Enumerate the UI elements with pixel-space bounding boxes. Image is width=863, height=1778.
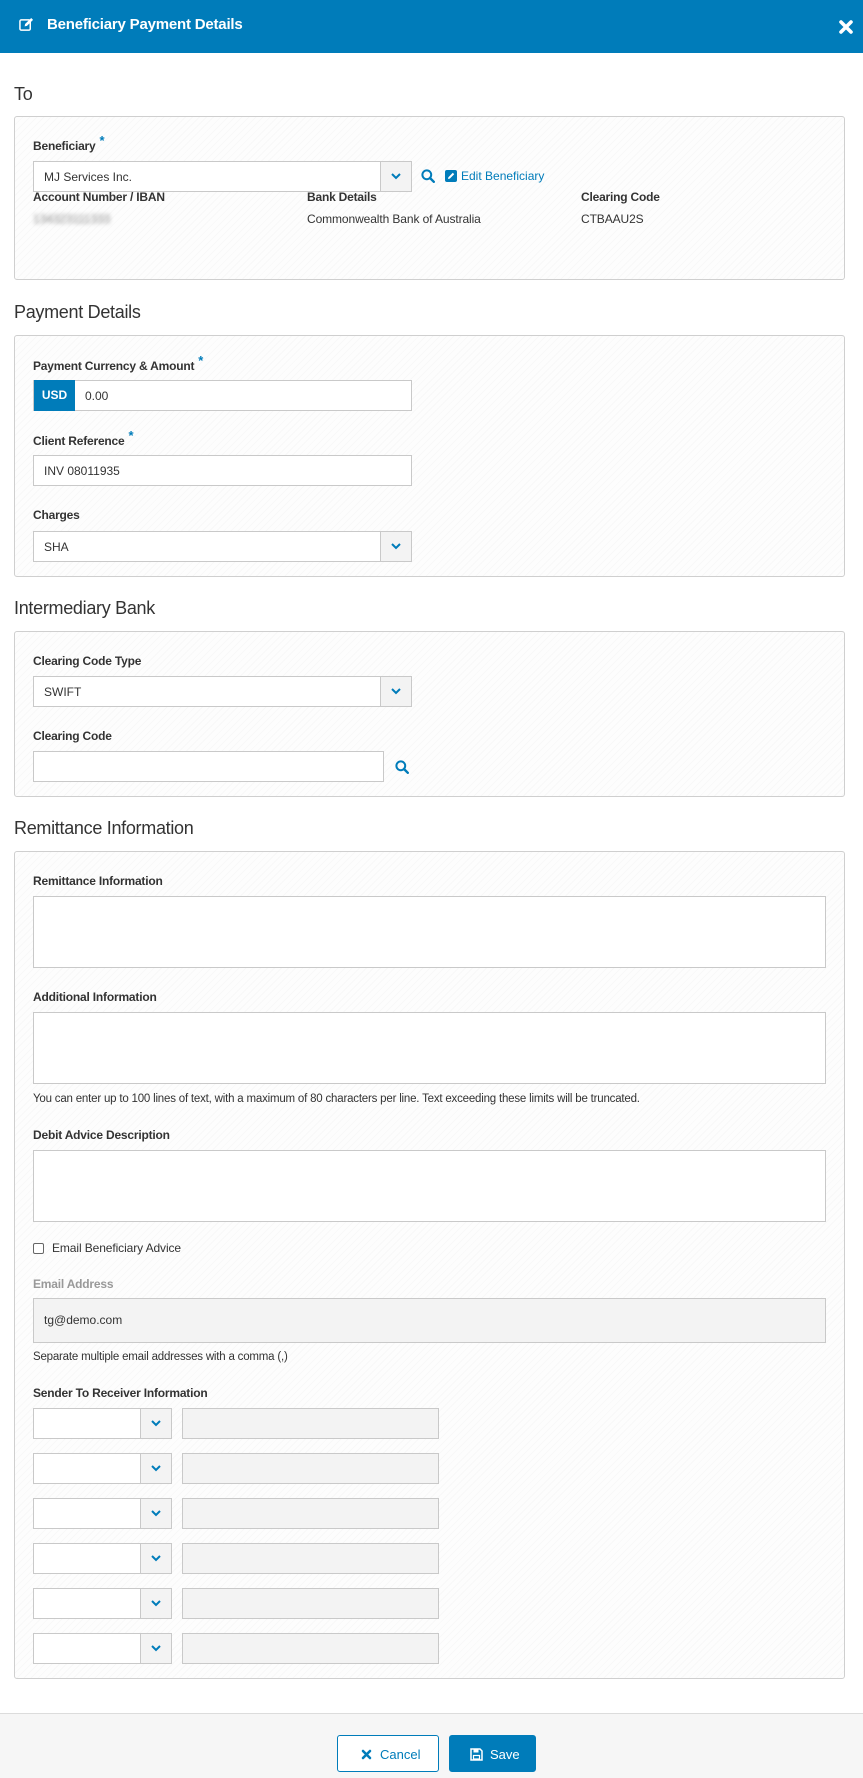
- sender-receiver-code-select[interactable]: [33, 1633, 172, 1664]
- dialog-title: Beneficiary Payment Details: [47, 16, 243, 33]
- cancel-button[interactable]: Cancel: [337, 1735, 439, 1772]
- client-reference-input[interactable]: INV 08011935: [33, 455, 412, 486]
- remittance-panel: [14, 851, 845, 1679]
- chevron-down-icon: [151, 1420, 161, 1427]
- sender-receiver-dropdown-button[interactable]: [140, 1454, 171, 1483]
- sender-receiver-code-select[interactable]: [33, 1453, 172, 1484]
- edit-square-icon: [445, 170, 457, 182]
- debit-advice-label: Debit Advice Description: [33, 1128, 170, 1142]
- chevron-down-icon: [151, 1645, 161, 1652]
- sender-receiver-code-select[interactable]: [33, 1543, 172, 1574]
- save-button[interactable]: Save: [449, 1735, 536, 1772]
- search-icon[interactable]: [395, 760, 409, 774]
- chevron-down-icon: [391, 688, 401, 695]
- section-title-to: To: [14, 84, 33, 104]
- sender-receiver-text-input[interactable]: [182, 1543, 439, 1574]
- amount-input[interactable]: [33, 380, 412, 411]
- section-title-remittance: Remittance Information: [14, 818, 194, 838]
- beneficiary-label: Beneficiary *: [33, 133, 105, 153]
- currency-badge: USD: [34, 380, 75, 411]
- chevron-down-icon: [151, 1555, 161, 1562]
- chevron-down-icon: [391, 173, 401, 180]
- account-label: Account Number / IBAN: [33, 190, 165, 204]
- sender-receiver-text-input[interactable]: [182, 1408, 439, 1439]
- clearing-code-value: CTBAAU2S: [581, 212, 644, 226]
- dialog-footer: [0, 1713, 863, 1778]
- clearing-code-type-value: SWIFT: [44, 685, 82, 699]
- dialog-header: [0, 0, 863, 53]
- charges-value: SHA: [44, 540, 69, 554]
- clearing-code-label: Clearing Code: [581, 190, 660, 204]
- beneficiary-value: MJ Services Inc.: [44, 170, 133, 184]
- close-icon[interactable]: [838, 19, 854, 35]
- section-title-intermediary: Intermediary Bank: [14, 598, 155, 618]
- required-marker: *: [128, 428, 134, 443]
- amount-value: 0.00: [85, 389, 109, 403]
- intermediary-panel: [14, 631, 845, 797]
- bank-details-value: Commonwealth Bank of Australia: [307, 212, 481, 226]
- edit-icon: [19, 17, 34, 32]
- clearing-code-type-select[interactable]: [33, 676, 412, 707]
- email-address-input[interactable]: [33, 1298, 826, 1343]
- remittance-info-textarea[interactable]: [33, 896, 826, 968]
- intermediary-clearing-code-label: Clearing Code: [33, 729, 112, 743]
- sender-receiver-text-input[interactable]: [182, 1498, 439, 1529]
- beneficiary-dropdown-button[interactable]: [380, 162, 411, 191]
- close-icon: [361, 1749, 372, 1760]
- sender-receiver-label: Sender To Receiver Information: [33, 1386, 208, 1400]
- account-value: 134323111333: [33, 212, 111, 226]
- additional-info-label: Additional Information: [33, 990, 157, 1004]
- sender-receiver-code-select[interactable]: [33, 1498, 172, 1529]
- search-icon[interactable]: [421, 169, 435, 183]
- save-icon: [470, 1748, 483, 1761]
- charges-dropdown-button[interactable]: [380, 532, 411, 561]
- sender-receiver-dropdown-button[interactable]: [140, 1634, 171, 1663]
- payment-panel: [14, 335, 845, 577]
- sender-receiver-text-input[interactable]: [182, 1588, 439, 1619]
- sender-receiver-code-select[interactable]: [33, 1588, 172, 1619]
- sender-receiver-code-select[interactable]: [33, 1408, 172, 1439]
- client-reference-label: Client Reference *: [33, 428, 134, 448]
- charges-label: Charges: [33, 508, 80, 522]
- email-advice-label[interactable]: Email Beneficiary Advice: [52, 1241, 181, 1255]
- chevron-down-icon: [151, 1465, 161, 1472]
- remittance-info-label: Remittance Information: [33, 874, 163, 888]
- chevron-down-icon: [391, 543, 401, 550]
- email-address-value: tg@demo.com: [44, 1313, 123, 1327]
- sender-receiver-text-input[interactable]: [182, 1633, 439, 1664]
- amount-label: Payment Currency & Amount *: [33, 353, 204, 373]
- clearing-code-type-label: Clearing Code Type: [33, 654, 142, 668]
- bank-details-label: Bank Details: [307, 190, 377, 204]
- chevron-down-icon: [151, 1510, 161, 1517]
- email-help: Separate multiple email addresses with a comma (,): [33, 1351, 288, 1363]
- sender-receiver-dropdown-button[interactable]: [140, 1544, 171, 1573]
- charges-select[interactable]: [33, 531, 412, 562]
- section-title-payment: Payment Details: [14, 302, 141, 322]
- chevron-down-icon: [151, 1600, 161, 1607]
- email-advice-checkbox[interactable]: [33, 1243, 44, 1254]
- clearing-code-type-dropdown-button[interactable]: [380, 677, 411, 706]
- sender-receiver-dropdown-button[interactable]: [140, 1499, 171, 1528]
- beneficiary-select[interactable]: [33, 161, 412, 192]
- to-panel: Beneficiary * MJ Services Inc. Edit Beneficiary Account Number / IBAN 134323111333 Bank Details Commonwealth Bank of Australia Clearing Code CTBAAU2S: [14, 116, 845, 280]
- email-address-label: Email Address: [33, 1277, 114, 1291]
- required-marker: *: [99, 133, 105, 148]
- intermediary-clearing-code-input[interactable]: [33, 751, 384, 782]
- debit-advice-textarea[interactable]: [33, 1150, 826, 1222]
- required-marker: *: [198, 353, 204, 368]
- sender-receiver-dropdown-button[interactable]: [140, 1589, 171, 1618]
- additional-info-help: You can enter up to 100 lines of text, with a maximum of 80 characters per line. Text exceeding these limits will be truncated.: [33, 1093, 640, 1105]
- additional-info-textarea[interactable]: [33, 1012, 826, 1084]
- sender-receiver-text-input[interactable]: [182, 1453, 439, 1484]
- sender-receiver-dropdown-button[interactable]: [140, 1409, 171, 1438]
